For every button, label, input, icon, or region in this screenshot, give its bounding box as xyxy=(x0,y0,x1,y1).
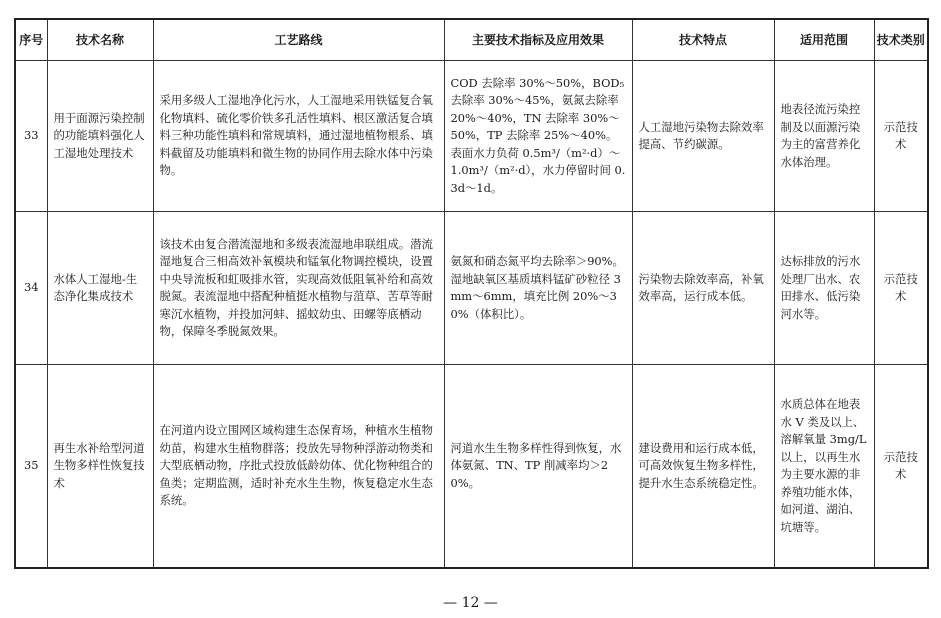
row-indicators: 氨氮和硝态氮平均去除率＞90%。湿地缺氧区基质填料锰矿砂粒径 3mm～6mm，填充比例 20%～30%（体积比）。 xyxy=(444,212,632,365)
row-category: 示范技术 xyxy=(874,61,928,212)
header-features: 技术特点 xyxy=(632,19,774,61)
row-category: 示范技术 xyxy=(874,212,928,365)
header-scope: 适用范围 xyxy=(774,19,874,61)
row-scope: 达标排放的污水处理厂出水、农田排水、低污染河水等。 xyxy=(774,212,874,365)
row-name: 用于面源污染控制的功能填料强化人工湿地处理技术 xyxy=(47,61,153,212)
row-features: 建设费用和运行成本低，可高效恢复生物多样性，提升水生态系统稳定性。 xyxy=(632,365,774,569)
table-row xyxy=(15,61,928,212)
row-name: 水体人工湿地-生态净化集成技术 xyxy=(47,212,153,365)
table-header-row xyxy=(15,19,928,61)
row-scope: 水质总体在地表水 V 类及以上、溶解氧量 3mg/L 以上，以再生水为主要水源的非养殖功能水体，如河道、湖泊、坑塘等。 xyxy=(774,365,874,569)
header-route: 工艺路线 xyxy=(153,19,444,61)
header-indicators: 主要技术指标及应用效果 xyxy=(444,19,632,61)
header-name: 技术名称 xyxy=(47,19,153,61)
row-route: 采用多级人工湿地净化污水，人工湿地采用铁锰复合氧化物填料、硫化零价铁多孔活性填料、根区激活复合填料三种功能性填料和常规填料，通过湿地植物根系、填料截留及功能填料和微生物的协同作用去除水体中污染物。 xyxy=(153,61,444,212)
row-scope: 地表径流污染控制及以面源污染为主的富营养化水体治理。 xyxy=(774,61,874,212)
tech-table xyxy=(14,18,929,569)
row-indicators: 河道水生生物多样性得到恢复，水体氨氮、TN、TP 削减率均＞20%。 xyxy=(444,365,632,569)
header-category: 技术类别 xyxy=(874,19,928,61)
row-indicators: COD 去除率 30%～50%，BOD₅去除率 30%～45%，氨氮去除率 20%～40%，TN 去除率 30%～50%，TP 去除率 25%～40%。表面水力负荷 0.5m³/（m²·d）～1.0m³/（m²·d），水力停留时间 0.3d～1d。 xyxy=(444,61,632,212)
table-row xyxy=(15,365,928,569)
tech-table-container xyxy=(14,18,927,569)
row-index: 33 xyxy=(15,61,47,212)
header-index: 序号 xyxy=(15,19,47,61)
row-name: 再生水补给型河道生物多样性恢复技术 xyxy=(47,365,153,569)
page-number: — 12 — xyxy=(443,595,498,611)
row-features: 污染物去除效率高，补氧效率高，运行成本低。 xyxy=(632,212,774,365)
row-route: 在河道内设立围网区域构建生态保育场，种植水生植物幼苗，构建水生植物群落；投放先导物种浮游动物类和大型底栖动物，序批式投放低龄幼体、优化物种组合的鱼类；定期监测，适时补充水生生物，恢复稳定水生态系统。 xyxy=(153,365,444,569)
row-index: 35 xyxy=(15,365,47,569)
row-category: 示范技术 xyxy=(874,365,928,569)
row-features: 人工湿地污染物去除效率提高、节约碳源。 xyxy=(632,61,774,212)
row-route: 该技术由复合潜流湿地和多级表流湿地串联组成。潜流湿地复合三相高效补氧模块和锰氧化物调控模块，设置中央导流板和虹吸排水管，实现高效低阻氧补给和高效脱氮。表流湿地中搭配种植挺水植物与菹草、苦草等耐寒沉水植物，并投加河蚌、摇蚊幼虫、田螺等底栖动物，保障冬季脱氮效果。 xyxy=(153,212,444,365)
row-index: 34 xyxy=(15,212,47,365)
table-row xyxy=(15,212,928,365)
